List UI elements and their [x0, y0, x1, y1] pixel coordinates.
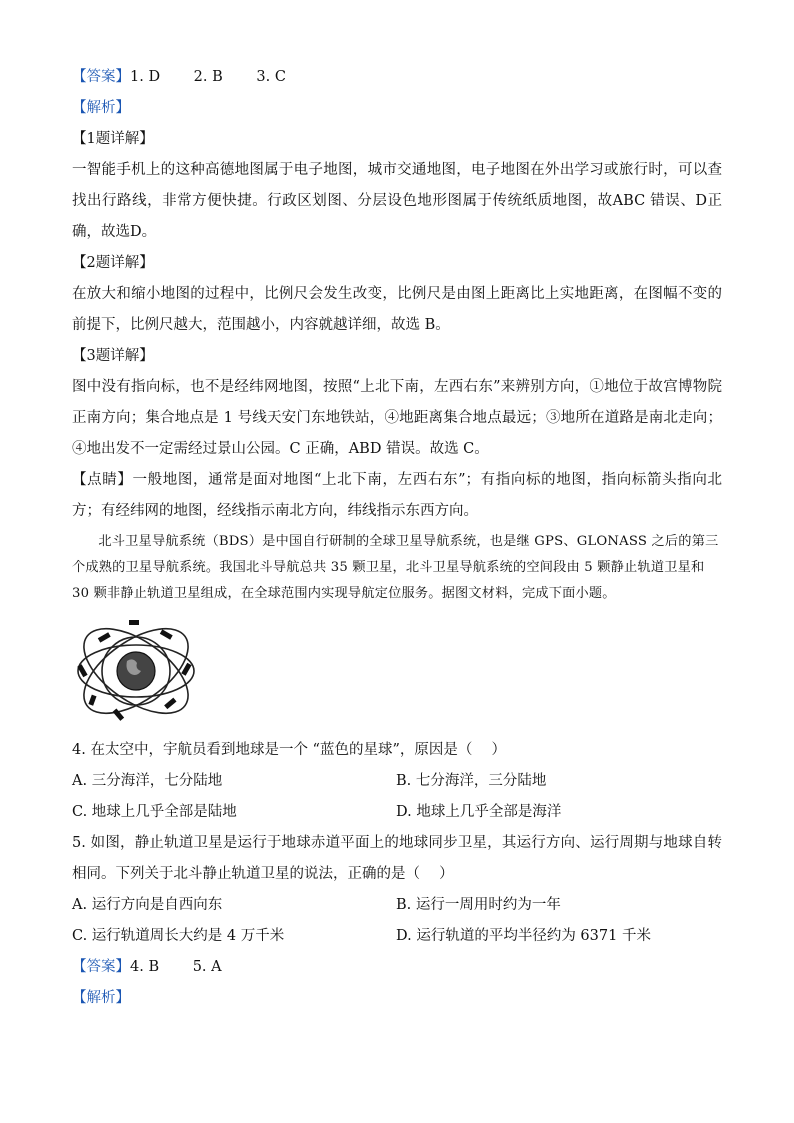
q4-options-row-2 — [72, 797, 722, 828]
answer-text: 1. D 2. B 3. C — [130, 69, 286, 85]
answer-line-1 — [72, 62, 722, 93]
q3-explanation: 图中没有指向标，也不是经纬网地图，按照“上北下南，左西右东”来辨别方向，①地位于故宫博物院正南方向；集合地点是 1 号线天安门东地铁站，④地距离集合地点最远；③地所在道路是南北走向；④地出发不一定需经过景山公园。C 正确，ABD 错误。故选 C。 — [72, 379, 722, 457]
answer-bracket: 【答案】 — [72, 69, 130, 85]
q4-option-b[interactable]: B. 七分海洋，三分陆地 — [396, 773, 547, 789]
analysis-heading-1 — [72, 93, 722, 124]
tip-paragraph — [72, 465, 722, 527]
q3-heading: 【3题详解】 — [72, 348, 154, 364]
tip-heading: 【点睛】 — [72, 472, 133, 488]
q4-stem: 4. 在太空中，宇航员看到地球是一个 “蓝色的星球”，原因是（ ） — [72, 742, 506, 758]
q1-heading: 【1题详解】 — [72, 131, 154, 147]
answer-text: 4. B 5. A — [130, 959, 222, 975]
q4-options-row-1 — [72, 766, 722, 797]
analysis-bracket: 【解析】 — [72, 990, 130, 1006]
q5-option-c[interactable]: C. 运行轨道周长大约是 4 万千米 — [72, 928, 285, 944]
q5-options-row-1 — [72, 890, 722, 921]
satellite-orbit-icon — [72, 613, 200, 731]
analysis-heading-2 — [72, 983, 722, 1014]
q1-explanation: 一智能手机上的这种高德地图属于电子地图，城市交通地图，电子地图在外出学习或旅行时，可以查找出行路线，非常方便快捷。行政区划图、分层设色地形图属于传统纸质地图，故ABC 错误、D正确，故选D。 — [72, 162, 722, 240]
answer-line-2 — [72, 952, 722, 983]
q5-option-b[interactable]: B. 运行一周用时约为一年 — [396, 897, 561, 913]
q5-option-d[interactable]: D. 运行轨道的平均半径约为 6371 千米 — [396, 928, 651, 944]
q4-option-c[interactable]: C. 地球上几乎全部是陆地 — [72, 804, 237, 820]
q4-option-a[interactable]: A. 三分海洋，七分陆地 — [72, 773, 223, 789]
satellite-orbit-figure — [72, 613, 200, 731]
q2-explanation: 在放大和缩小地图的过程中，比例尺会发生改变，比例尺是由图上距离比上实地距离，在图幅不变的前提下，比例尺越大，范围越小，内容就越详细，故选 B。 — [72, 286, 722, 333]
q5-options-row-2 — [72, 921, 722, 952]
document-page — [72, 62, 722, 1014]
tip-text: 一般地图，通常是面对地图“上北下南，左西右东”；有指向标的地图，指向标箭头指向北方；有经纬网的地图，经线指示南北方向，纬线指示东西方向。 — [72, 472, 723, 519]
material-intro: 北斗卫星导航系统（BDS）是中国自行研制的全球卫星导航系统，也是继 GPS、GLONASS 之后的第三个成熟的卫星导航系统。我国北斗导航总共 35 颗卫星，北斗卫星导航系统的空间段由 5 颗静止轨道卫星和 30 颗非静止轨道卫星组成，在全球范围内实现导航定位服务。据图文材料，完成下面小题。 — [72, 534, 719, 601]
analysis-bracket: 【解析】 — [72, 100, 130, 116]
answer-bracket: 【答案】 — [72, 959, 130, 975]
q2-heading: 【2题详解】 — [72, 255, 154, 271]
q4-option-d[interactable]: D. 地球上几乎全部是海洋 — [396, 804, 562, 820]
q5-option-a[interactable]: A. 运行方向是自西向东 — [72, 897, 223, 913]
q5-stem: 5. 如图，静止轨道卫星是运行于地球赤道平面上的地球同步卫星，其运行方向、运行周期与地球自转相同。下列关于北斗静止轨道卫星的说法，正确的是（ ） — [72, 835, 722, 882]
